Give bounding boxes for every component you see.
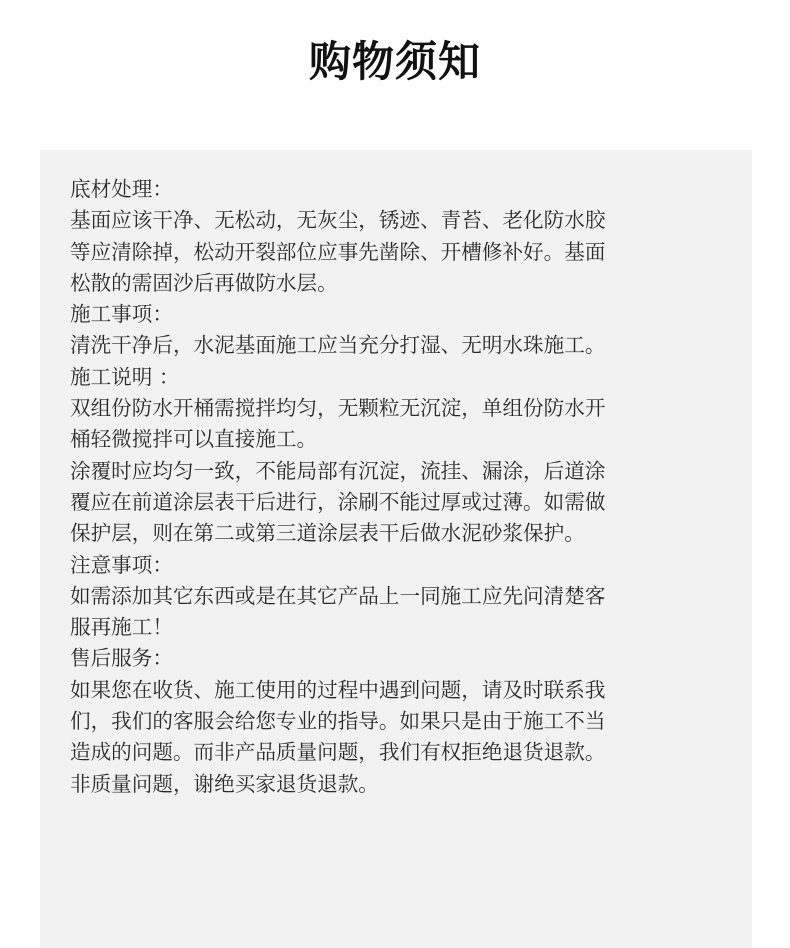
notice-line: 非质量问题，谢绝买家退货退款。 — [70, 771, 379, 796]
section-heading-construction-instructions: 施工说明 ： — [70, 364, 180, 389]
notice-panel — [40, 150, 752, 948]
section-heading-construction-items: 施工事项： — [70, 302, 173, 327]
notice-line: 如果您在收货、施工使用的过程中遇到问题，请及时联系我 — [70, 677, 606, 702]
notice-line: 造成的问题。而非产品质量问题，我们有权拒绝退货退款。 — [70, 740, 606, 765]
notice-line: 涂覆时应均匀一致，不能局部有沉淀，流挂、漏涂，后道涂 — [70, 458, 606, 483]
notice-line: 基面应该干净、无松动，无灰尘，锈迹、青苔、老化防水胶 — [70, 208, 606, 233]
section-heading-after-sales: 售后服务： — [70, 646, 173, 671]
notice-line: 如需添加其它东西或是在其它产品上一同施工应先问清楚客 — [70, 583, 606, 608]
notice-line: 清洗干净后，水泥基面施工应当充分打湿、无明水珠施工。 — [70, 333, 606, 358]
notice-line: 桶轻微搅拌可以直接施工。 — [70, 427, 318, 452]
section-heading-precautions: 注意事项： — [70, 552, 173, 577]
notice-line: 服再施工！ — [70, 615, 173, 640]
page-title: 购物须知 — [308, 37, 481, 86]
notice-line: 双组份防水开桶需搅拌均匀，无颗粒无沉淀，单组份防水开 — [70, 396, 606, 421]
notice-line: 们，我们的客服会给您专业的指导。如果只是由于施工不当 — [70, 709, 606, 734]
section-heading-substrate: 底材处理： — [70, 177, 173, 201]
notice-line: 等应清除掉，松动开裂部位应事先凿除、开槽修补好。基面 — [70, 239, 606, 264]
notice-line: 松散的需固沙后再做防水层。 — [70, 270, 338, 295]
notice-line: 覆应在前道涂层表干后进行，涂刷不能过厚或过薄。如需做 — [70, 489, 606, 514]
notice-line: 保护层，则在第二或第三道涂层表干后做水泥砂浆保护。 — [70, 521, 585, 546]
